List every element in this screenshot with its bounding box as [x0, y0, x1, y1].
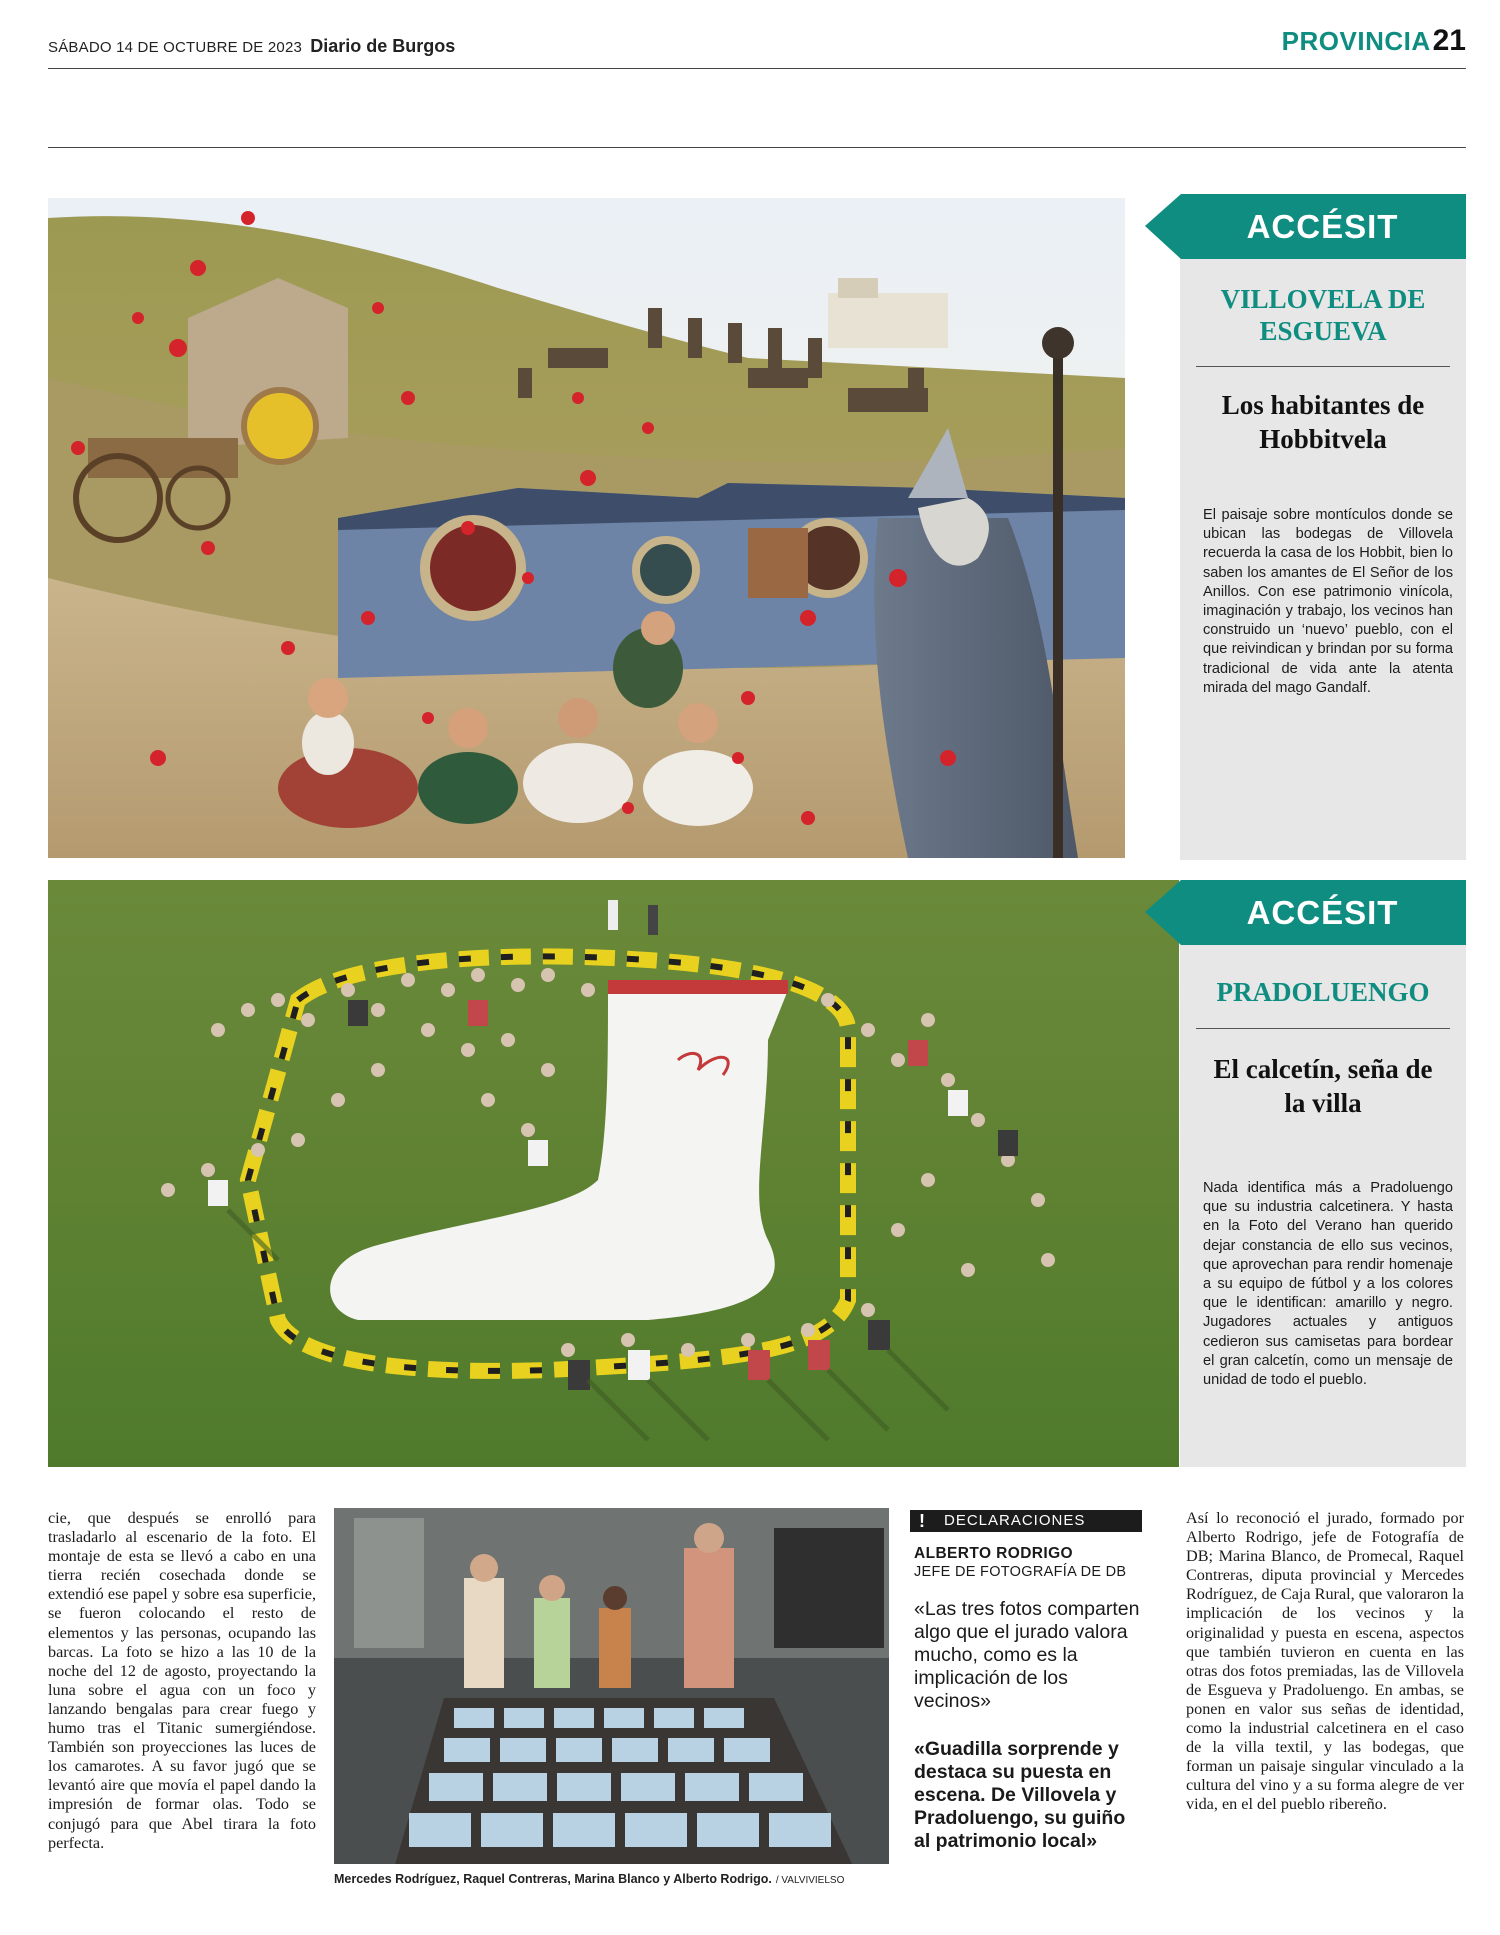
- declarant-name: ALBERTO RODRIGO: [914, 1545, 1073, 1562]
- section-name: PROVINCIA: [1281, 26, 1431, 56]
- panel-rule: [1196, 1028, 1450, 1029]
- article-column-1: cie, que después se enrolló para trasladarlo al escenario de la foto. El montaje de esta se llevó a cabo en una tierra recién cosechada donde se extendió ese papel y sobre esa superficie, se fueron colocando el resto de elementos y las personas, ocupando las barcas. La foto se hizo a las 10 de la noche del 12 de agosto, proyectando la luna sobre el agua con un foco y lanzando bengalas para crear fuego y humo tras el Titanic sumergiéndose. También son proyecciones las luces de los camarotes. A su favor jugó que se levantó aire que movía el papel dando la impresión de formar olas. Todo se conjugó para que Abel tirara la foto perfecta.: [48, 1509, 316, 1852]
- exclamation-icon: !: [919, 1511, 925, 1531]
- badge-label: ACCÉSIT: [1246, 208, 1399, 245]
- story-place: VILLOVELA DE ESGUEVA: [1220, 284, 1426, 346]
- page-header-left: [48, 36, 455, 57]
- story-headline: Los habitantes de Hobbitvela: [1221, 390, 1425, 454]
- panel-rule: [1196, 366, 1450, 367]
- header-rule: [48, 68, 1466, 69]
- badge-label: ACCÉSIT: [1246, 894, 1399, 931]
- issue-date: SÁBADO 14 DE OCTUBRE DE 2023: [48, 39, 303, 56]
- story-place: PRADOLUENGO: [1216, 977, 1430, 1007]
- accesit-badge: [1145, 194, 1466, 259]
- declarations-bar: [910, 1510, 1142, 1532]
- story-body: Nada identifica más a Pradoluengo que su industria calcetinera. Y hasta en la Foto del Verano han querido dejar constancia de ello sus vecinos, que aprovechan para rendir homenaje a su equipo de fútbol y a los colores que le identifican: amarillo y negro. Jugadores actuales y antiguos cedieron sus camisetas para bordear el gran calcetín, como un mensaje de unidad de todo el pueblo.: [1203, 1180, 1453, 1389]
- photo-credit: / VALVIVIELSO: [775, 1875, 845, 1886]
- pull-quote-highlight: «Guadilla sorprende y destaca su puesta en escena. De Villovela y Pradoluengo, su guiño al patrimonio local»: [914, 1738, 1126, 1852]
- story-body: El paisaje sobre montículos donde se ubican las bodegas de Villovela recuerda la casa de los Hobbit, bien lo saben los amantes de El Señor de los Anillos. Con ese patrimonio vinícola, imaginación y trabajo, los vecinos han construido un ‘nuevo’ pueblo, con el que reivindican y brindan por su forma tradicional de vida ante la atenta mirada del mago Gandalf.: [1203, 507, 1453, 696]
- pull-quote: «Las tres fotos comparten algo que el jurado valora mucho, como es la implicación de los vecinos»: [914, 1598, 1140, 1712]
- declarant-role: JEFE DE FOTOGRAFÍA DE DB: [914, 1564, 1127, 1580]
- photo-caption: [334, 1872, 844, 1886]
- declarations-label: DECLARACIONES: [944, 1512, 1086, 1529]
- header-rule-lower: [48, 147, 1466, 148]
- photo-hobbitvela: [48, 198, 1125, 858]
- article-column-3: Así lo reconoció el jurado, formado por Alberto Rodrigo, jefe de Fotografía de DB; Marina Blanco, de Promecal, Raquel Contreras, diputa provincial y Mercedes Rodríguez, de Caja Rural, que valoraron la implicación de los vecinos y la originalidad y puesta en escena, aspectos que también tuvieron en cuenta en las otras dos fotos premiadas, las de Villovela de Esgueva y Pradoluengo. En ambas, se ponen en valor sus señas de identidad, como la industrial calcetinera en el caso de la villa textil, y las bodegas, que forman un paisaje singular vinculado a la cultura del vino y a su forma alegre de ver vida, en el del pueblo ribereño.: [1186, 1509, 1464, 1814]
- newspaper-name: Diario de Burgos: [310, 36, 456, 56]
- accesit-badge-2: [1145, 880, 1466, 945]
- photo-jury: [334, 1508, 889, 1864]
- story-headline: El calcetín, seña de la villa: [1213, 1054, 1433, 1118]
- page-header-right: [1282, 24, 1466, 58]
- photo-pradoluengo: [48, 880, 1179, 1467]
- page-number: 21: [1432, 24, 1466, 57]
- caption-text: Mercedes Rodríguez, Raquel Contreras, Marina Blanco y Alberto Rodrigo.: [334, 1872, 772, 1886]
